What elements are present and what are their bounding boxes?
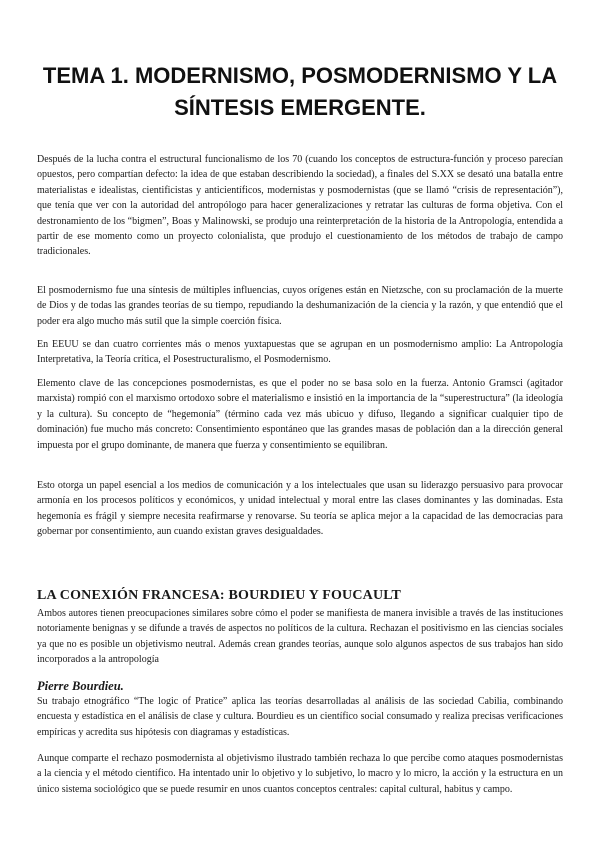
subsection-title: Pierre Bourdieu. [37,679,124,693]
paragraph-bourdieu-2: Aunque comparte el rechazo posmodernista al objetivismo ilustrado también rechaza lo que percibe como ataques posmodernistas a la ciencia y el método científico. Ha intentado unir lo objetivo y lo subjetivo, lo macro y lo micro, la acción y la estructura en un único sistema sociológico que se puede resumir en unos cuantos conceptos centrales: capital cultural, habitus y campo. [37,753,563,795]
paragraph-bourdieu-1: Su trabajo etnográfico “The logic of Pratice” aplica las teorías desarrolladas al análisis de las sociedad Cabilia, combinando encuesta y estadística en el análisis de clase y cultura. Bourdieu es un científico social consumado y realiza precisas verificaciones empíricas y acredita sus hipótesis con diagramas y estadísticas. [37,696,563,738]
paragraph-posmodernismo: El posmodernismo fue una síntesis de múltiples influencias, cuyos orígenes están en Nietzsche, con su proclamación de la muerte de Dios y de todas las grandes teorías de su tiempo, repudiando la deshumanización de la ciencia y la razón, y que entendió que el poder era algo mucho más sutil que la simple coerción física. [37,285,563,327]
paragraph-section-intro: Ambos autores tienen preocupaciones similares sobre cómo el poder se manifiesta de manera invisible a través de las instituciones notoriamente benignas y se difunde a través de aspectos no políticos de la cultura. Rechazan el positivismo en las ciencias sociales ya que no es posible un objetivismo neutral. Además crean grandes teorías, aunque solo algunos aspectos de sus trabajos han sido incorporados a la antropología [37,608,563,666]
paragraph-gramsci: Elemento clave de las concepciones posmodernistas, es que el poder no se basa solo en la fuerza. Antonio Gramsci (agitador marxista) rompió con el marxismo ortodoxo sobre el materialismo e insistió en la importancia de la “superestructura” (la ideología y la cultura). Su concepto de “hegemonía” (término cada vez más ubicuo y difuso, llegando a significar cualquier tipo de dominación) fue mucho más concreto: Consentimiento espontáneo que las grandes masas de población dan a la dirección general impuesta por el grupo dominante, de manera que fuerza y consentimiento se equilibran. [37,378,563,451]
paragraph-intro: Después de la lucha contra el estructural funcionalismo de los 70 (cuando los conceptos de estructura-función y proceso parecían opuestos, pero compartían defecto: la idea de que estaban describiendo la sociedad), a finales del S.XX se desató una batalla entre materialistas e idealistas, cientificistas y anticientíficos, modernistas y posmodernistas (que se llamó “crisis de representación”), que tenía que ver con la autoridad del antropólogo para hacer generalizaciones y retratar las culturas de forma objetiva. Con el destronamiento de los “bigmen”, Boas y Malinowski, se produjo una reinterpretación de la historia de la Antropología, entendida a partir de ese momento como un proyecto colonialista, que produjo el cuestionamiento de los métodos de trabajo de campo tradicionales. [37,154,563,258]
section-title: LA CONEXIÓN FRANCESA: BOURDIEU Y FOUCAULT [37,588,402,603]
paragraph-eeuu: En EEUU se dan cuatro corrientes más o menos yuxtapuestas que se agrupan en un posmodernismo amplio: La Antropología Interpretativa, la Teoría crítica, el Posestructuralismo, el Posmodernismo. [37,339,563,366]
document-title: TEMA 1. MODERNISMO, POSMODERNISMO Y LA SÍNTESIS EMERGENTE. [42,63,558,120]
paragraph-hegemonia: Esto otorga un papel esencial a los medios de comunicación y a los intelectuales que usan su liderazgo persuasivo para provocar armonía en los procesos políticos y económicos, y unidad intelectual y moral entre las clases dominantes y las dominadas. Esta hegemonía es frágil y siempre necesita reafirmarse y renovarse. Su teoría se aplica mejor a la capacidad de las democracias para gobernar por consentimiento, aun cuando existan graves desigualdades. [37,480,563,538]
